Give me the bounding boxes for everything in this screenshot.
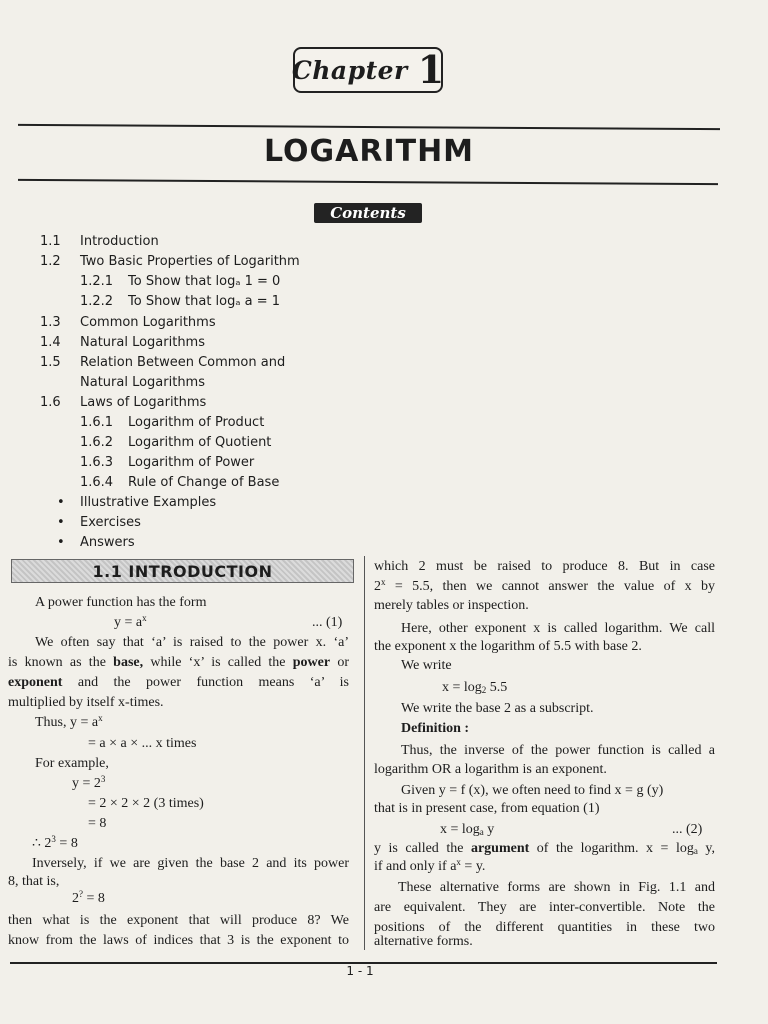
- toc-number: 1.5: [40, 355, 61, 370]
- toc-number: 1.4: [40, 335, 61, 350]
- paragraph-line: Thus, the inverse of the power function is called a: [401, 743, 715, 758]
- text-span: y is called the: [374, 841, 471, 856]
- paragraph-line: alternative forms.: [374, 934, 473, 949]
- equation-text: 5.5: [486, 680, 508, 695]
- subscript: a: [693, 846, 698, 856]
- paragraph-line: We often say that ‘a’ is raised to the power x. ‘a’: [35, 635, 349, 650]
- equation-line: = 2 × 2 × 2 (3 times): [88, 796, 204, 811]
- toc-label: Logarithm of Power: [128, 455, 255, 470]
- toc-label: Exercises: [80, 515, 141, 530]
- paragraph-line: then what is the exponent that will produce 8? We: [8, 913, 349, 928]
- superscript: x: [456, 857, 461, 867]
- subscript: a: [479, 827, 484, 837]
- bold-term: base,: [113, 655, 144, 670]
- equation-text: x = log: [442, 680, 482, 695]
- paragraph-line: Given y = f (x), we often need to find x = g (y): [401, 783, 664, 798]
- paragraph-line: know from the laws of indices that 3 is the exponent to: [8, 933, 349, 948]
- toc-label: To Show that logₐ a = 1: [128, 294, 280, 309]
- paragraph-line: [8, 653, 349, 673]
- chapter-word: Chapter: [291, 55, 408, 85]
- paragraph-line: [374, 839, 715, 859]
- toc-number: 1.6.3: [80, 455, 114, 470]
- equation-line: [72, 774, 105, 794]
- paragraph-line: that is in present case, from equation (1): [374, 801, 600, 816]
- equation-line: [440, 820, 494, 840]
- page-number: 1 - 1: [346, 964, 374, 978]
- superscript: ?: [79, 889, 83, 899]
- paragraph-line: [374, 857, 485, 877]
- section-header-introduction: [11, 559, 354, 583]
- equation-text: ∴ 2: [32, 836, 52, 851]
- paragraph-line: A power function has the form: [35, 595, 207, 610]
- toc-number: 1.3: [40, 315, 61, 330]
- contents-label: Contents: [314, 203, 422, 223]
- equation-text: y: [483, 822, 495, 837]
- text-span: y,: [697, 841, 715, 856]
- superscript: x: [381, 577, 386, 587]
- paragraph-line: multiplied by itself x-times.: [8, 695, 164, 710]
- paragraph-line: [8, 673, 349, 693]
- equation-text: y = a: [114, 615, 143, 630]
- toc-label: To Show that logₐ 1 = 0: [128, 274, 281, 289]
- bold-term: exponent: [8, 675, 63, 690]
- text-span: = y.: [460, 859, 486, 874]
- equation-line: [442, 678, 507, 698]
- definition-heading: Definition :: [401, 721, 470, 736]
- toc-label: Rule of Change of Base: [128, 475, 280, 490]
- equation-text: = 8: [83, 891, 105, 906]
- toc-number: 1.2: [40, 254, 61, 269]
- text-span: if and only if a: [374, 859, 457, 874]
- chapter-number: 1: [417, 47, 445, 92]
- section-header-text: 1.1 INTRODUCTION: [92, 562, 273, 581]
- toc-number: 1.6.1: [80, 415, 114, 430]
- text-span: 2: [374, 579, 381, 594]
- toc-label: Logarithm of Quotient: [128, 435, 272, 450]
- paragraph-line: We write the base 2 as a subscript.: [401, 701, 594, 716]
- equation-text: x = log: [440, 822, 480, 837]
- paragraph-line: Here, other exponent x is called logarithm. We call: [401, 621, 715, 636]
- toc-number: 1.1: [40, 234, 61, 249]
- superscript: x: [98, 713, 103, 723]
- toc-number: 1.2.1: [80, 274, 114, 289]
- toc-label: Relation Between Common and: [80, 355, 286, 370]
- toc-label: Laws of Logarithms: [80, 395, 207, 410]
- equation-line: [114, 613, 147, 633]
- toc-label: Logarithm of Product: [128, 415, 265, 430]
- toc-label: Answers: [80, 535, 135, 550]
- equation-text: Thus, y = a: [35, 715, 99, 730]
- superscript: 3: [100, 774, 106, 784]
- superscript: 3: [51, 834, 56, 844]
- equation-line: [32, 834, 78, 854]
- text-span: and the power function means ‘a’ is: [62, 675, 349, 690]
- equation-line: = a × a × ... x times: [88, 736, 197, 751]
- toc-number: 1.6.2: [80, 435, 114, 450]
- toc-label: Natural Logarithms: [80, 335, 205, 350]
- paragraph-line: [374, 577, 715, 597]
- toc-label: Natural Logarithms: [80, 375, 205, 390]
- text-span: is known as the: [8, 655, 114, 670]
- text-span: or: [330, 655, 349, 670]
- toc-label: Introduction: [80, 234, 159, 249]
- paragraph-line: merely tables or inspection.: [374, 598, 529, 613]
- chapter-badge: [293, 47, 443, 93]
- text-span: = 5.5, then we cannot answer the value of x by: [385, 579, 715, 594]
- paragraph-line: We write: [401, 658, 452, 673]
- bullet-icon: •: [57, 535, 65, 550]
- equation-line: = 8: [88, 816, 107, 831]
- column-divider: [364, 556, 365, 950]
- chapter-title: LOGARITHM: [263, 134, 475, 169]
- bullet-icon: •: [57, 515, 65, 530]
- paragraph-line: positions of the different quantities in these two: [374, 920, 715, 935]
- toc-label: Common Logarithms: [80, 315, 216, 330]
- paragraph-line: the exponent x the logarithm of 5.5 with base 2.: [374, 639, 642, 654]
- bold-term: argument: [470, 841, 530, 856]
- toc-number: 1.2.2: [80, 294, 114, 309]
- paragraph-line: logarithm OR a logarithm is an exponent.: [374, 762, 607, 777]
- superscript: x: [142, 613, 147, 623]
- toc-number: 1.6: [40, 395, 61, 410]
- equation-line: [72, 889, 105, 909]
- equation-text: 2: [72, 891, 79, 906]
- title-top-rule: [18, 124, 720, 130]
- subscript: 2: [481, 685, 487, 695]
- title-bottom-rule: [18, 179, 718, 185]
- equation-text: y = 2: [72, 776, 101, 791]
- toc-label: Two Basic Properties of Logarithm: [80, 254, 300, 269]
- toc-label: Illustrative Examples: [80, 495, 217, 510]
- toc-number: 1.6.4: [80, 475, 114, 490]
- text-span: while ‘x’ is called the: [143, 655, 293, 670]
- equation-number: ... (1): [312, 615, 343, 630]
- paragraph-line: These alternative forms are shown in Fig. 1.1 and: [398, 880, 715, 895]
- equation-number: ... (2): [672, 822, 703, 837]
- paragraph-line: which 2 must be raised to produce 8. But in case: [374, 559, 715, 574]
- equation-line: [35, 713, 103, 733]
- text-span: of the logarithm. x = log: [529, 841, 694, 856]
- paragraph-line: Inversely, if we are given the base 2 and its power: [32, 856, 349, 871]
- paragraph-line: For example,: [35, 756, 109, 771]
- paragraph-line: 8, that is,: [8, 874, 60, 889]
- equation-text: = 8: [55, 836, 78, 851]
- paragraph-line: are equivalent. They are inter-convertible. Note the: [374, 900, 715, 915]
- bold-term: power: [292, 655, 331, 670]
- bullet-icon: •: [57, 495, 65, 510]
